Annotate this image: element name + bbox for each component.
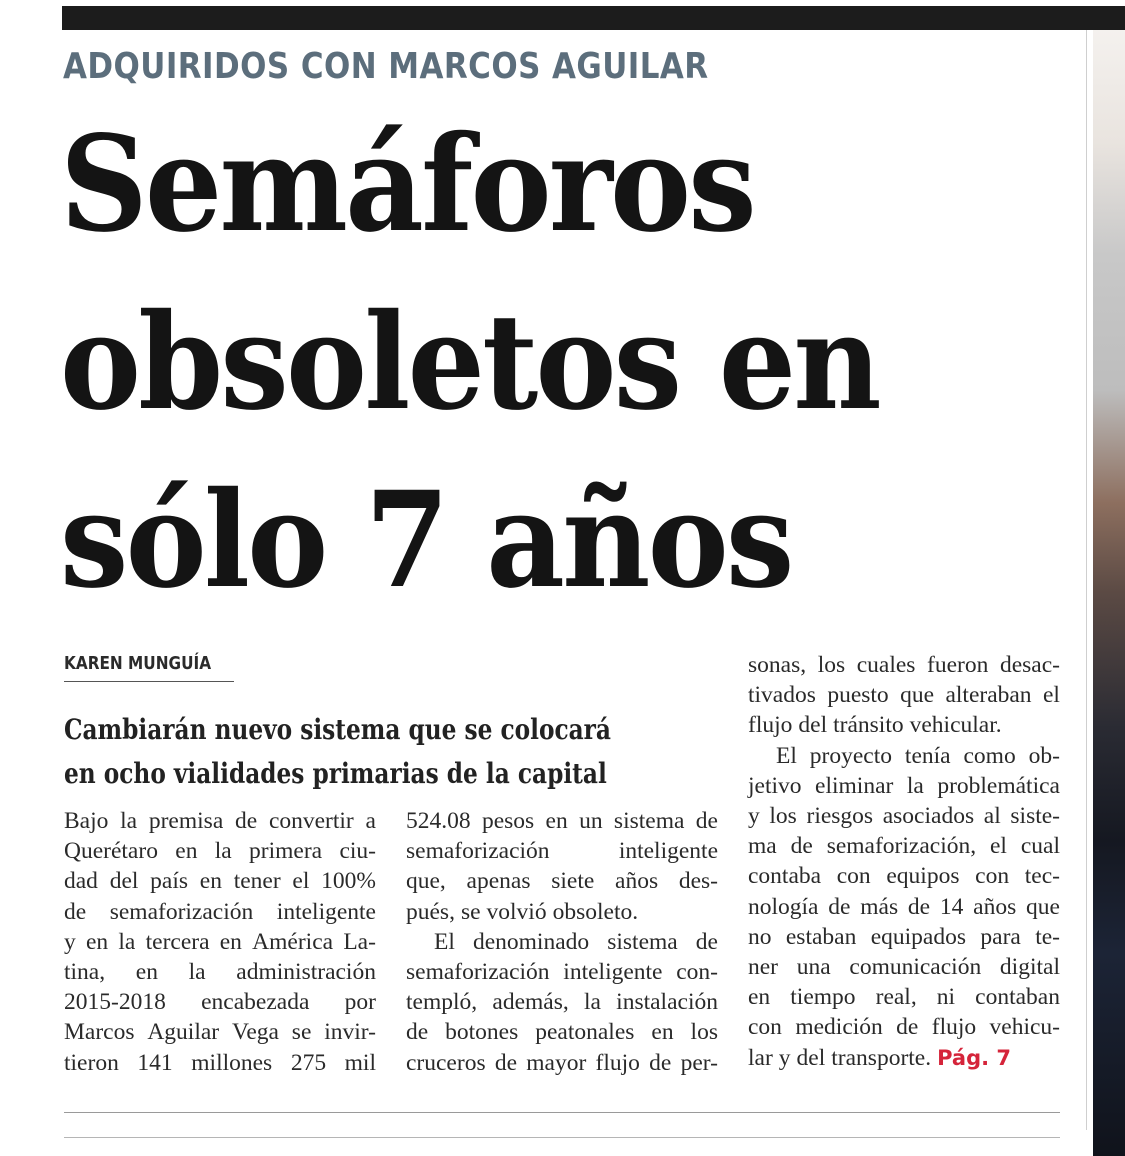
byline: KAREN MUNGUÍA [64, 653, 212, 674]
body-line: lar y del transporte. Pág. 7 [748, 1043, 1060, 1073]
body-column-3 [748, 650, 1060, 1073]
body-line: templó, además, la instalación [406, 989, 718, 1016]
kicker-label: ADQUIRIDOS CON MARCOS AGUILAR [63, 46, 709, 87]
page-reference: Pág. 7 [937, 1045, 1012, 1070]
body-line: El denominado sistema de [434, 928, 718, 955]
body-line: dad del país en tener el 100% [64, 868, 376, 895]
body-column-1 [64, 806, 376, 1078]
adjacent-photo-strip [1093, 30, 1125, 1156]
body-line: cruceros de mayor flujo de per- [406, 1049, 718, 1076]
subheadline-line-1: Cambiarán nuevo sistema que se colocará [64, 713, 611, 746]
body-line: Querétaro en la primera ciu- [64, 838, 376, 865]
bottom-rule-secondary [64, 1137, 1060, 1138]
body-line: no estaban equipados para te- [748, 923, 1060, 950]
body-line: nología de más de 14 años que [748, 893, 1060, 920]
body-line: tieron 141 millones 275 mil [64, 1049, 376, 1076]
body-line: semaforización inteligente [406, 838, 718, 865]
bottom-rule [64, 1112, 1060, 1113]
body-line: Bajo la premisa de convertir a [64, 808, 376, 834]
headline-line-3: sólo 7 años [60, 463, 792, 618]
body-line: y los riesgos asociados al siste- [748, 803, 1060, 830]
body-line: y en la tercera en América La- [64, 928, 376, 955]
body-line: con medición de flujo vehicu- [748, 1014, 1060, 1041]
headline-line-2: obsoletos en [60, 285, 879, 440]
body-line: Marcos Aguilar Vega se invir- [64, 1019, 376, 1046]
body-line: 524.08 pesos en un sistema de [406, 808, 718, 834]
body-line: flujo del tránsito vehicular. [748, 712, 1002, 739]
body-column-2 [406, 806, 718, 1078]
byline-rule [64, 681, 234, 682]
body-line: sonas, los cuales fueron desac- [748, 652, 1060, 678]
headline [60, 96, 1090, 630]
body-line: de botones peatonales en los [406, 1019, 718, 1046]
body-line: en tiempo real, ni contaban [748, 984, 1060, 1011]
body-line: semaforización inteligente con- [406, 959, 718, 986]
body-line: ma de semaforización, el cual [748, 833, 1060, 860]
body-line: tina, en la administración [64, 959, 376, 986]
body-line: jetivo eliminar la problemática [748, 772, 1060, 799]
body-line: El proyecto tenía como ob- [776, 742, 1060, 769]
headline-line-1: Semáforos [60, 107, 754, 262]
body-line: 2015-2018 encabezada por [64, 989, 376, 1016]
subheadline-line-2: en ocho vialidades primarias de la capital [64, 757, 607, 790]
body-line: de semaforización inteligente [64, 898, 376, 925]
top-black-bar [62, 6, 1125, 30]
subheadline [64, 708, 734, 796]
body-line: pués, se volvió obsoleto. [406, 898, 639, 925]
body-line: que, apenas siete años des- [406, 868, 718, 895]
body-line: tivados puesto que alteraban el [748, 682, 1060, 709]
body-line: contaba con equipos con tec- [748, 863, 1060, 890]
body-line: ner una comunicación digital [748, 954, 1060, 981]
